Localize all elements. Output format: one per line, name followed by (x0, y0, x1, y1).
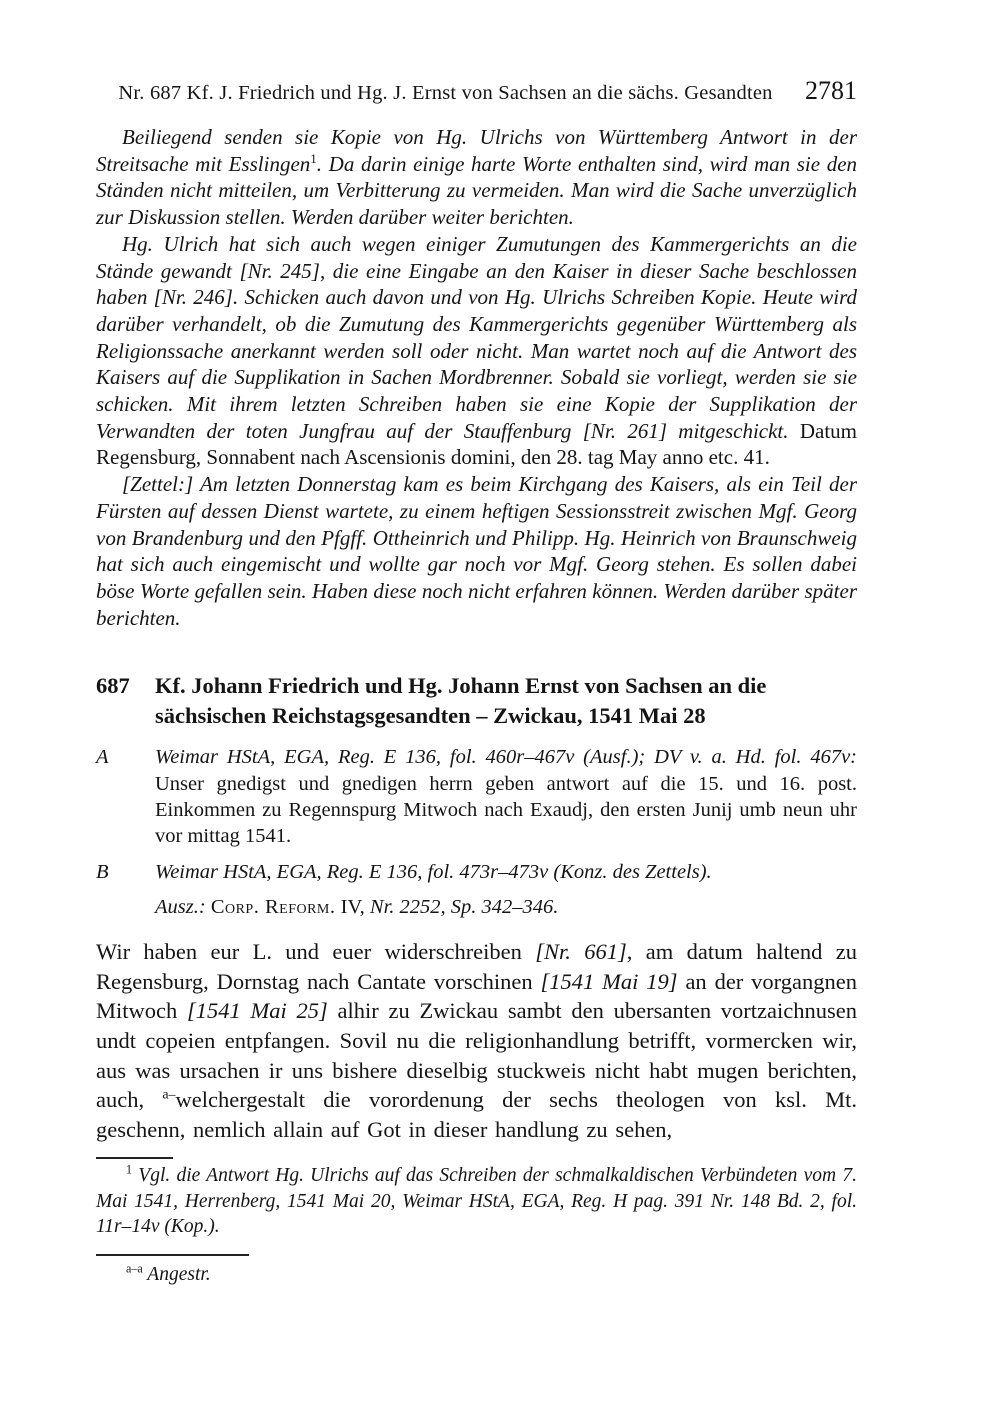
source-list (96, 744, 857, 920)
entry-heading (96, 671, 857, 731)
source-entry-b (96, 859, 857, 921)
entry-title: Kf. Johann Friedrich und Hg. Johann Ernst von Sachsen an die sächsischen Reichstagsgesandten – Zwickau, 1541 Mai 28 (155, 673, 767, 729)
source-body-a (155, 744, 857, 849)
source-label-b: B (96, 860, 109, 883)
summary-paragraph-2: Hg. Ulrich hat sich auch wegen einiger Zumutungen des Kammergerichts an die Stände gewandt [Nr. 245], die eine Eingabe an den Kaiser in dieser Sache beschlossen haben [Nr. 246]. Schicken auch davon und von Hg. Ulrichs Schreiben Kopie. Heute wird darüber verhandelt, ob die Zumutung des Kammergerichts gegenüber Württemberg als Religionssache anerkannt werden soll oder nicht. Man wartet noch auf die Antwort des Kaisers auf die Supplikation in Sachen Mordbrenner. Sobald sie vorliegt, werden sie sie schicken. Mit ihrem letzten Schreiben haben sie eine Kopie der Supplikation der Verwandten der toten Jungfrau auf der Stauffenburg [Nr. 261] mitgeschickt. Datum Regensburg, Sonnabent nach Ascensionis domini, den 28. tag May anno etc. 41. (96, 231, 858, 470)
transcription-paragraph: Wir haben eur L. und euer widerschreiben [Nr. 661], am datum haltend zu Regensburg, Dornstag nach Cantate vorschinen [1541 Mai 19] an der vorgangnen Mitwoch [1541 Mai 25] alhir zu Zwickau sambt den ubersanten vortzaichnusen undt copeien entpfangen. Sovil nu die religionhandlung betrifft, vormercken wir, aus was ursachen ir uns bishere dieselbig stuckweis nicht habt mugen berichten, auch, $^{a-}$welchergestalt die vorordenung der sechs theologen von ksl. Mt. geschenn, nemlich allain auf Got in dieser handlung zu sehen, (96, 939, 858, 1142)
footnotes (96, 1157, 857, 1287)
summary-paragraph-3: [Zettel:] Am letzten Donnerstag kam es beim Kirchgang des Kaisers, als ein Teil der Fürsten auf dessen Dienst wartete, zu einem heftigen Sessionsstreit zwischen Mgf. Georg von Brandenburg und den Pfgff. Ottheinrich und Philipp. Hg. Heinrich von Braunschweig hat sich auch eingemischt und wollte gar noch vor Mgf. Georg stehen. Es sollen dabei böse Worte gefallen sein. Haben diese noch nicht erfahren können. Werden darüber später berichten. (96, 472, 857, 630)
footnote-rule-1 (96, 1157, 173, 1159)
summary-paragraph-1: Beiliegend senden sie Kopie von Hg. Ulrichs von Württemberg Antwort in der Streitsache mit Esslingen$^1$. Da darin einige harte Worte enthalten sind, wird man sie den Ständen nicht mitteilen, um Verbitterung zu vermeiden. Man wird die Sache unverzüglich zur Diskussion stellen. Werden darüber weiter berichten. (96, 125, 858, 230)
source-a-text: Weimar HStA, EGA, Reg. E 136, fol. 460r–467v (Ausf.); DV v. a. Hd. fol. 467v: Unser gnedigst und gnedigen herrn geben antwort auf die 15. und 16. post. Einkommen zu Regennspurg Mitwoch nach Exaudj, den ersten Junij umb neun uhr vor mittag 1541. (155, 746, 857, 848)
page-header (96, 76, 857, 110)
footnote-a: $^{a-a}$ Angestr. (126, 1261, 211, 1285)
source-label-a: A (96, 746, 109, 769)
source-b-excerpt: Ausz.: Corp. Reform. IV, Nr. 2252, Sp. 342–346. (155, 895, 559, 918)
entry-number: 687 (96, 673, 130, 699)
source-entry-a (96, 744, 857, 849)
footnote-rule-2 (96, 1254, 249, 1256)
transcription-text (96, 937, 857, 1144)
source-body-b (155, 859, 857, 921)
running-head: Nr. 687 Kf. J. Friedrich und Hg. J. Ernst von Sachsen an die sächs. Gesandten (118, 82, 773, 104)
footnote-1: $^1$ Vgl. die Antwort Hg. Ulrichs auf das Schreiben der schmalkaldischen Verbündeten vom 7. Mai 1541, Herrenberg, 1541 Mai 20, Weimar HStA, EGA, Reg. H pag. 391 Nr. 148 Bd. 2, fol. 11r–14v (Kop.). (96, 1162, 857, 1238)
page-number: 2781 (805, 76, 857, 105)
source-b-text: Weimar HStA, EGA, Reg. E 136, fol. 473r–473v (Konz. des Zettels). (155, 860, 712, 883)
regest-summary (96, 124, 857, 631)
